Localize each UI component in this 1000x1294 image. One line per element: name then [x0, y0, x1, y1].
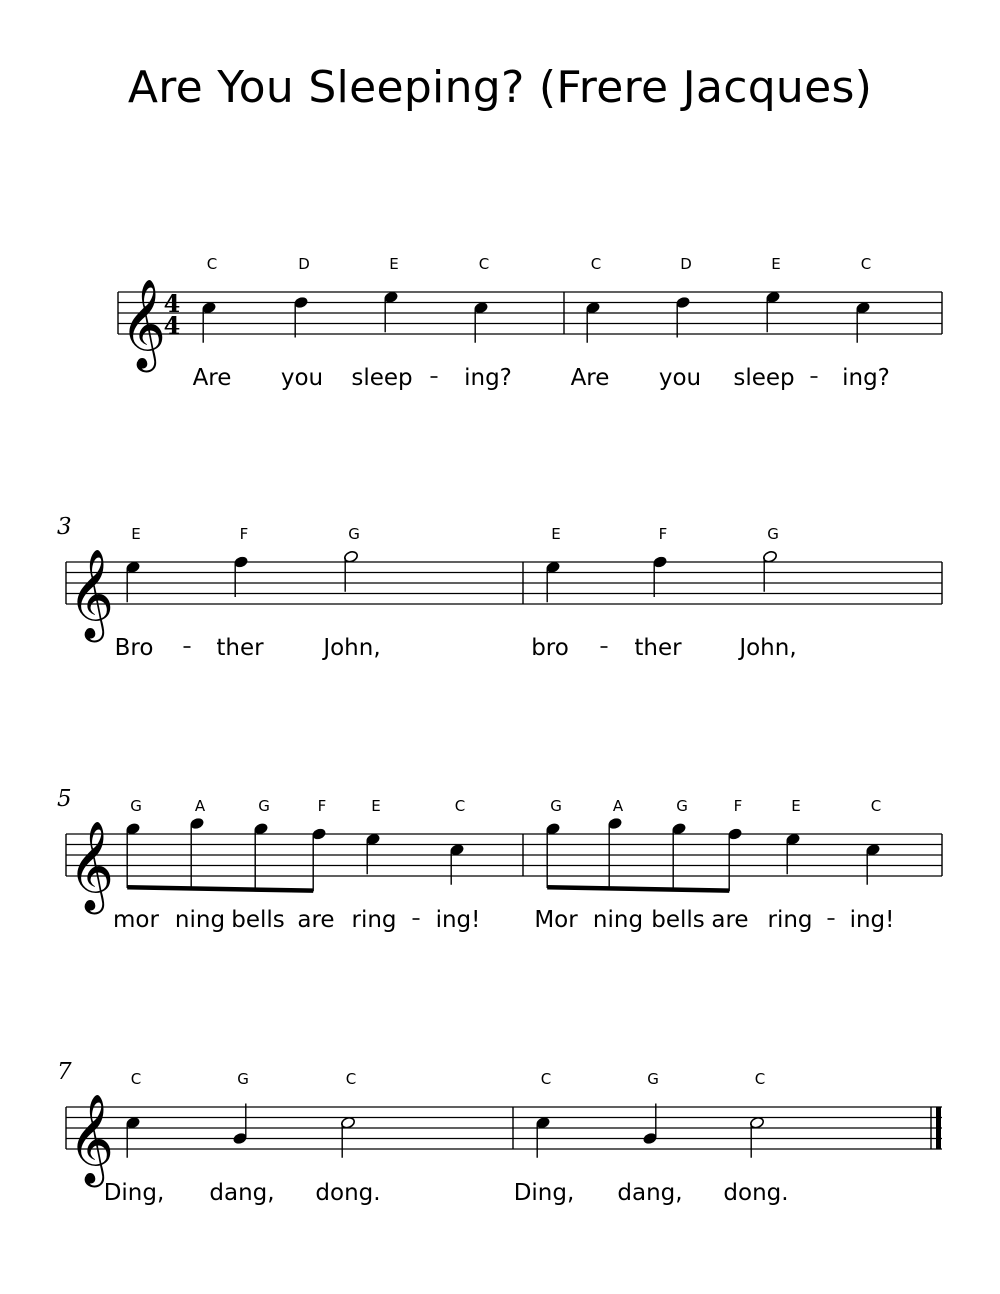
- staff-system-4: [0, 1055, 1000, 1255]
- note-name-label: E: [791, 797, 801, 815]
- treble-clef-icon: 𝄞: [68, 549, 115, 639]
- staff-system-2: [0, 510, 1000, 710]
- note-name-label: E: [771, 255, 781, 273]
- treble-clef-icon: 𝄞: [68, 1094, 115, 1184]
- lyric-syllable: Are: [192, 365, 232, 391]
- staff-system-1: [0, 240, 1000, 440]
- treble-clef-icon: 𝄞: [120, 279, 167, 369]
- note-name-label: C: [478, 255, 490, 273]
- lyric-syllable: ther: [216, 635, 264, 661]
- lyric-syllable: Ding,: [513, 1180, 575, 1206]
- staff-svg: [0, 1055, 1000, 1255]
- lyric-syllable: Ding,: [103, 1180, 165, 1206]
- note-name-label: G: [258, 797, 270, 815]
- note-beam: [127, 885, 313, 893]
- note-name-label: F: [317, 797, 327, 815]
- lyric-syllable: are: [711, 907, 749, 933]
- lyric-syllable: you: [280, 365, 324, 391]
- lyric-syllable: sleep: [733, 365, 795, 391]
- note-name-label: D: [680, 255, 692, 273]
- note-name-label: E: [371, 797, 381, 815]
- lyric-syllable: Mor: [534, 907, 578, 933]
- lyric-syllable: dang,: [617, 1180, 683, 1206]
- note-name-label: C: [206, 255, 218, 273]
- note-name-label: G: [237, 1070, 249, 1088]
- lyric-syllable: ning: [592, 907, 644, 933]
- note-name-label: G: [676, 797, 688, 815]
- note-name-label: G: [767, 525, 779, 543]
- lyric-syllable: Are: [570, 365, 610, 391]
- note-name-label: C: [540, 1070, 552, 1088]
- note-name-label: G: [550, 797, 562, 815]
- note-name-label: E: [131, 525, 141, 543]
- staff-system-3: [0, 782, 1000, 982]
- lyric-syllable: are: [297, 907, 335, 933]
- lyric-syllable: bro: [531, 635, 569, 661]
- lyric-syllable: ing?: [464, 365, 512, 391]
- page-title: Are You Sleeping? (Frere Jacques): [127, 62, 873, 113]
- lyric-syllable: you: [658, 365, 702, 391]
- lyric-syllable: mor: [113, 907, 159, 933]
- note-name-label: G: [348, 525, 360, 543]
- treble-clef-icon: 𝄞: [68, 821, 115, 911]
- lyric-syllable: Bro: [114, 635, 154, 661]
- note-name-label: C: [754, 1070, 766, 1088]
- note-name-label: F: [239, 525, 249, 543]
- lyric-syllable: dong.: [315, 1180, 381, 1206]
- measure-number: 3: [57, 514, 72, 540]
- note-name-label: C: [130, 1070, 142, 1088]
- note-name-label: A: [194, 797, 206, 815]
- note-name-label: C: [870, 797, 882, 815]
- lyric-syllable: ning: [174, 907, 226, 933]
- lyric-syllable: sleep: [351, 365, 413, 391]
- staff-svg: [0, 510, 1000, 710]
- lyric-syllable: John,: [739, 635, 797, 661]
- time-signature-bottom: 4: [163, 311, 181, 340]
- lyric-syllable: bells: [231, 907, 285, 933]
- note-name-label: D: [298, 255, 310, 273]
- note-name-label: G: [130, 797, 142, 815]
- note-name-label: A: [612, 797, 624, 815]
- note-name-label: F: [658, 525, 668, 543]
- lyric-syllable: ing?: [842, 365, 890, 391]
- note-name-label: F: [733, 797, 743, 815]
- note-name-label: E: [551, 525, 561, 543]
- staff-svg: [0, 240, 1000, 440]
- note-name-label: G: [647, 1070, 659, 1088]
- note-name-label: C: [454, 797, 466, 815]
- lyric-syllable: ing!: [849, 907, 895, 933]
- note-name-label: C: [860, 255, 872, 273]
- note-beam: [547, 885, 729, 893]
- staff-svg: [0, 782, 1000, 982]
- lyric-syllable: ring: [767, 907, 813, 933]
- time-signature-top: 4: [163, 289, 181, 318]
- note-name-label: E: [389, 255, 399, 273]
- lyric-syllable: ther: [634, 635, 682, 661]
- lyric-syllable: dong.: [723, 1180, 789, 1206]
- measure-number: 5: [57, 786, 72, 812]
- final-barline-thick: [936, 1107, 941, 1149]
- note-name-label: C: [590, 255, 602, 273]
- lyric-syllable: bells: [651, 907, 705, 933]
- lyric-syllable: ring: [351, 907, 397, 933]
- lyric-syllable: John,: [323, 635, 381, 661]
- lyric-syllable: ing!: [435, 907, 481, 933]
- note-name-label: C: [345, 1070, 357, 1088]
- lyric-syllable: dang,: [209, 1180, 275, 1206]
- measure-number: 7: [57, 1059, 72, 1085]
